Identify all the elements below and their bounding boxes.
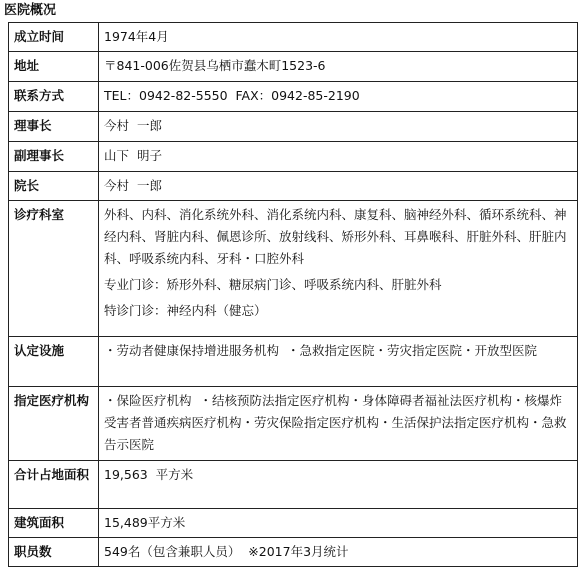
- row-label: 指定医疗机构: [9, 387, 99, 461]
- row-value-text: 549名（包含兼职人员） ※2017年3月统计: [104, 544, 349, 559]
- page-title: 医院概况: [4, 3, 57, 18]
- row-label: 理事长: [9, 112, 99, 142]
- row-value: [99, 23, 578, 52]
- row-value-text: 今村 一郎: [104, 178, 162, 193]
- table-row: [9, 509, 578, 538]
- row-label: 地址: [9, 52, 99, 82]
- row-value: [99, 142, 578, 172]
- table-row: [9, 201, 578, 337]
- row-value-text: 今村 一郎: [104, 118, 162, 133]
- row-value: [99, 82, 578, 112]
- row-label: 建筑面积: [9, 509, 99, 538]
- row-label: 认定设施: [9, 337, 99, 387]
- row-value: [99, 461, 578, 509]
- row-value: [99, 387, 578, 461]
- row-value-text: TEL：0942-82-5550 FAX：0942-85-2190: [104, 88, 360, 103]
- row-value: [99, 52, 578, 82]
- table-row: [9, 172, 578, 201]
- row-label: 成立时间: [9, 23, 99, 52]
- row-value-text: 15,489平方米: [104, 515, 186, 530]
- row-value-text: 〒841-006佐贺县乌栖市蠢木町1523-6: [104, 58, 326, 73]
- table-row: [9, 52, 578, 82]
- row-label: 合计占地面积: [9, 461, 99, 509]
- row-value-text: ・保险医疗机构 ・结核预防法指定医疗机构・身体障碍者福祉法医疗机构・核爆炸受害者普通疾病医疗机构・劳灾保险指定医疗机构・生活保护法指定医疗机构・急救告示医院: [104, 393, 567, 452]
- table-row: [9, 461, 578, 509]
- row-value: [99, 509, 578, 538]
- row-label: 副理事长: [9, 142, 99, 172]
- row-value-text: ・劳动者健康保持增进服务机构 ・急救指定医院・劳灾指定医院・开放型医院: [104, 343, 537, 358]
- table-row: [9, 538, 578, 567]
- table-row: [9, 82, 578, 112]
- row-value-text: 山下 明子: [104, 148, 162, 163]
- row-value-text: 19,563 平方米: [104, 467, 194, 482]
- table-row: [9, 387, 578, 461]
- row-value: [99, 337, 578, 387]
- table-row: [9, 112, 578, 142]
- row-label: 院长: [9, 172, 99, 201]
- row-label: 联系方式: [9, 82, 99, 112]
- row-label: 职员数: [9, 538, 99, 567]
- table-row: [9, 142, 578, 172]
- row-value: [99, 172, 578, 201]
- row-value: [99, 538, 578, 567]
- special-clinic-text: 特诊门诊：神经内科（健忘）: [104, 303, 267, 318]
- row-label: 诊疗科室: [9, 201, 99, 337]
- specialist-clinics-text: 专业门诊：矫形外科、糖尿病门诊、呼吸系统内科、肝脏外科: [104, 277, 442, 292]
- row-value: [99, 201, 578, 337]
- info-table: [8, 22, 578, 567]
- departments-text: 外科、内科、消化系统外科、消化系统内科、康复科、脑神经外科、循环系统科、神经内科、肾脏内科、佩恩诊所、放射线科、矫形外科、耳鼻喉科、肝脏外科、肝脏内科、呼吸系统内科、牙科・口腔外科: [104, 207, 567, 266]
- row-value: [99, 112, 578, 142]
- table-row: [9, 23, 578, 52]
- row-value-text: 1974年4月: [104, 29, 169, 44]
- table-row: [9, 337, 578, 387]
